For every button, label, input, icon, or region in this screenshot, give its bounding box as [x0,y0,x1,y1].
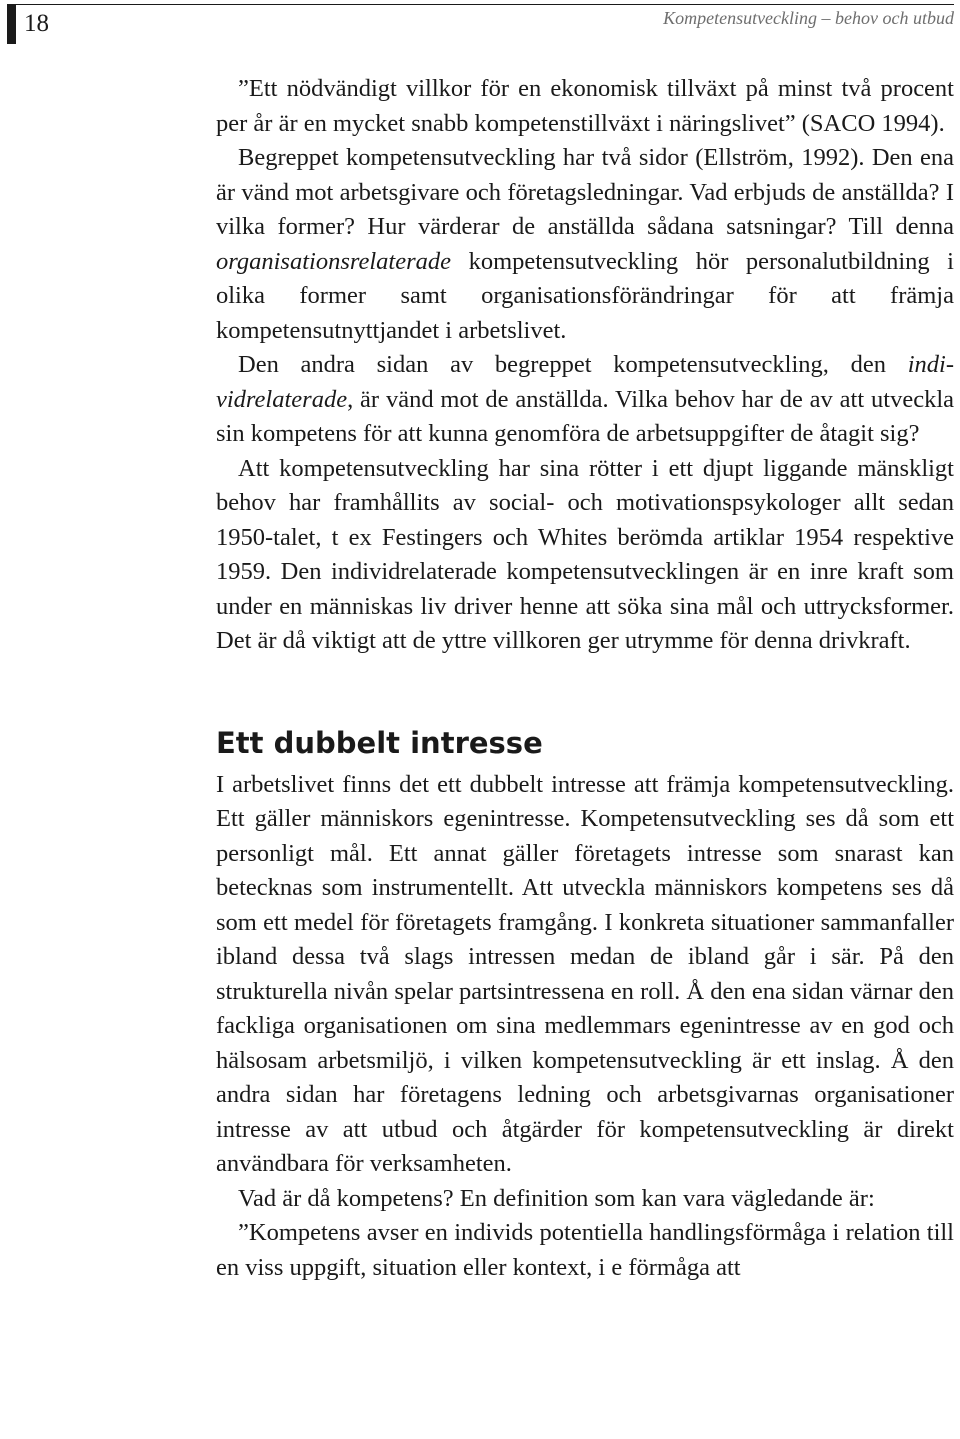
page-number-bar [7,4,16,44]
body-paragraph-individual [216,348,954,452]
emphasis-term: organisationsrelaterade [216,247,452,275]
quote-paragraph: ”Ett nödvändigt villkor för en ekonomisk tillväxt på minst två procent per år är en mycket snabb kompetenstillväxt i näringslivet” (SACO 1994). [216,75,954,137]
paragraph-text: Begreppet kompetensutveckling har två sidor (Ellström, 1992). Den ena är vänd mot arbetsgivare och företagsledningar. Vad erbjuds de anställda? I vilka former? Hur värderar de anställda sådana satsningar? Till denna [216,144,954,240]
page-content [216,72,954,1285]
paragraph-text: , är vänd mot de anställda. Vilka behov har de av att utveckla sin kompetens för att kunna genomföra de arbetsuppgifter de åtagit sig? [216,385,954,447]
body-paragraph-roots: Att kompetensutveckling har sina rötter i ett djupt liggande mänskligt behov har framhållits av social- och motivationspsykologer allt sedan 1950-talet, t ex Festingers och Whites berömda artiklar 1954 respektive 1959. Den individrelaterade kompetensutvecklingen är en inre kraft som under en människas liv driver henne att söka sina mål och uttrycksformer. Det är då viktigt att de yttre villkoren ger utrymme för denna drivkraft. [216,454,954,654]
page-header [0,0,960,48]
paragraph-text: kompetensutveckling hör personalutbildning i olika former samt organisationsförändringar för att främja kompetensutnyttjandet i arbetslivet. [216,247,954,344]
paragraph-text: Den andra sidan av begreppet kompetensutveckling, den [238,351,908,378]
body-paragraph-organisation [216,141,954,348]
section-heading: Ett dubbelt intresse [216,725,543,760]
section-paragraph-definition: ”Kompetens avser en individs potentiella handlingsförmåga i relation till en viss uppgift, situation eller kontext, i e förmåga att [216,1219,954,1281]
running-head: Kompetensutveckling – behov och utbud [663,8,954,28]
header-rule [16,4,954,5]
emphasis-term: individrelaterade [216,351,954,413]
section-paragraph-question: Vad är då kompetens? En definition som kan vara vägledande är: [238,1184,875,1212]
section-paragraph-interest: I arbetslivet finns det ett dubbelt intresse att främja kompetensutveckling. Ett gäller människors egenintresse. Kompetensutveckling ses då som ett personligt mål. Ett annat gäller företagets intresse som snarast kan betecknas som instrumentellt. Att utveckla människors kompetens ses då som ett medel för företagets framgång. I konkreta situationer sammanfaller ibland dessa två slags intressen medan de ibland går i sär. På den strukturella nivån spelar partsintressena en roll. Å den ena sidan värnar den fackliga organisationen om sina medlemmars egenintresse av en god och hälsosam arbetsmiljö, i vilken kompetensutveckling är ett inslag. Å den andra sidan har företagens ledning och arbetsgivarnas organisationer intresse av att utbud och åtgärder för kompetensutveckling är direkt användbara för verksamheten. [216,770,954,1177]
section-gap [216,659,954,721]
page-number: 18 [24,10,49,37]
